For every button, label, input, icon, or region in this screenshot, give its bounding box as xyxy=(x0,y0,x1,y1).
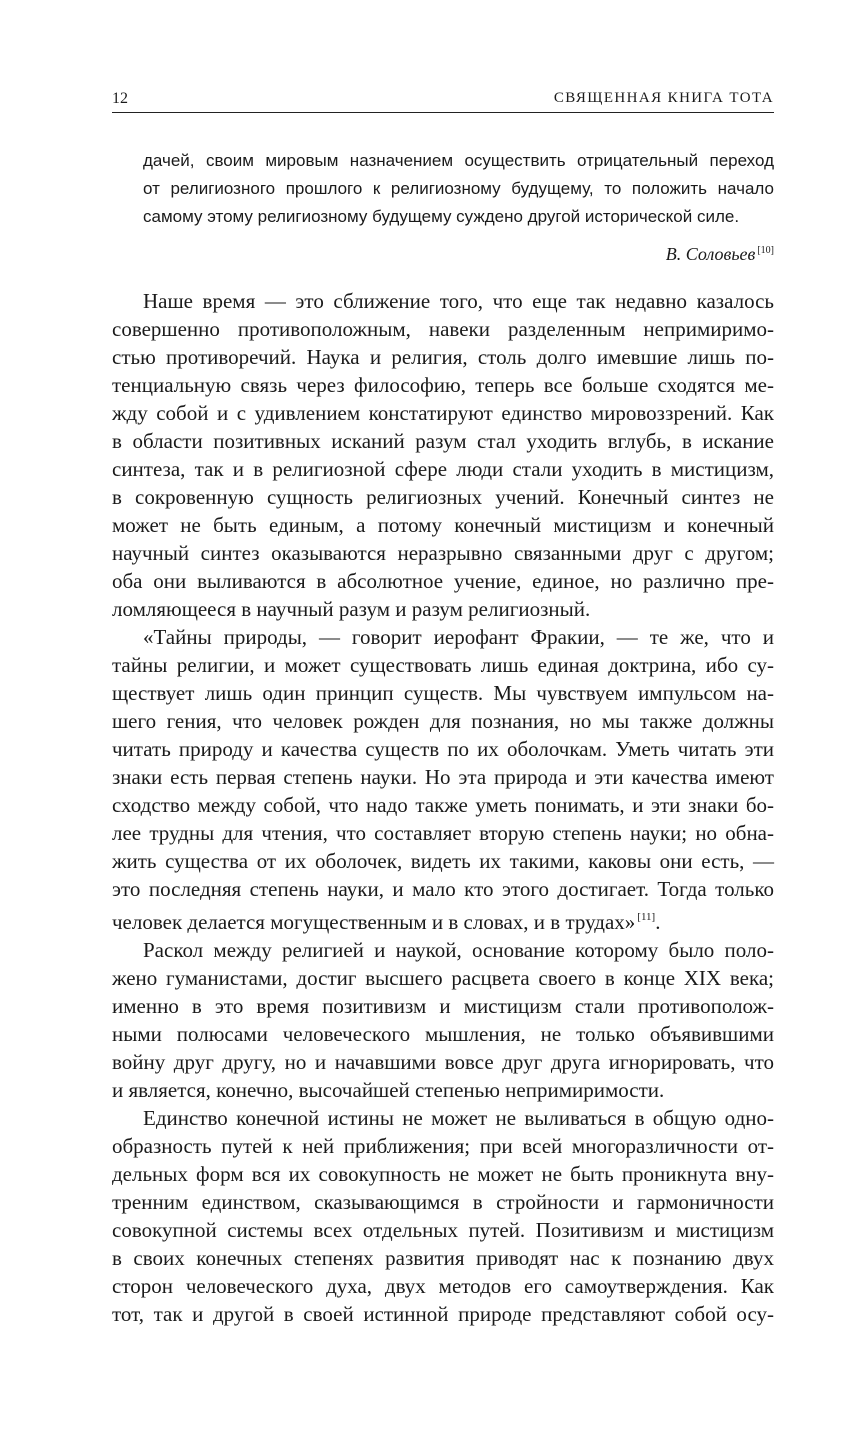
text-line: стью противоречий. Наука и религия, столь долго имевшие лишь по- xyxy=(112,345,774,369)
text-line xyxy=(112,903,774,936)
footnote-ref[interactable]: [10] xyxy=(757,245,774,256)
text-line: войну друг другу, но и начавшими вовсе друг друга игнорировать, что xyxy=(112,1050,774,1074)
text-line: сходство между собой, что надо также уметь понимать, и эти знаки бо- xyxy=(112,793,774,817)
footnote-ref[interactable]: [11] xyxy=(637,911,656,923)
text-line: Раскол между религией и наукой, основание которому было поло- xyxy=(143,938,774,962)
text-line: в сокровенную сущность религиозных учений. Конечный синтез не xyxy=(112,485,774,509)
text-line: тайны религии, и может существовать лишь единая доктрина, ибо су- xyxy=(112,653,774,677)
text-line: тот, так и другой в своей истинной природе представляют собой осу- xyxy=(112,1302,774,1326)
text-line: совокупной системы всех отдельных путей. Позитивизм и мистицизм xyxy=(112,1218,774,1242)
running-header xyxy=(112,88,774,113)
text-line: оба они выливаются в абсолютное учение, единое, но различно пре- xyxy=(112,569,774,593)
text-line: жить существа от их оболочек, видеть их такими, каковы они есть, — xyxy=(112,849,774,873)
text-line: ществует лишь один принцип существ. Мы чувствуем импульсом на- xyxy=(112,681,774,705)
text-line: это последняя степень науки, и мало кто этого достигает. Тогда только xyxy=(112,877,774,901)
quote-end-text: человек делается могущественным и в словах, и в трудах» xyxy=(112,910,636,934)
text-line: читать природу и качества существ по их оболочкам. Уметь читать эти xyxy=(112,737,774,761)
text-line: тренним единством, сказывающимся в стройности и гармоничности xyxy=(112,1190,774,1214)
text-line: научный синтез оказываются неразрывно связанными друг с другом; xyxy=(112,541,774,565)
text-line: лее трудны для чтения, что составляет вторую степень науки; но обна- xyxy=(112,821,774,845)
text-line: жду собой и с удивлением констатируют единство мировоззрений. Как xyxy=(112,401,774,425)
epigraph-line: самому этому религиозному будущему суждено другой исторической силе. xyxy=(143,207,740,226)
text-line: дельных форм вся их совокупность не может не быть проникнута вну- xyxy=(112,1162,774,1186)
text-line: жено гуманистами, достиг высшего расцвета своего в конце XIX века; xyxy=(112,966,774,990)
epigraph-author: В. Соловьев xyxy=(665,244,756,264)
text-line: может не быть единым, а потому конечный мистицизм и конечный xyxy=(112,513,774,537)
running-title: СВЯЩЕННАЯ КНИГА ТОТА xyxy=(553,90,774,106)
text-line: «Тайны природы, — говорит иерофант Фракии, — те же, что и xyxy=(143,625,774,649)
text-line: тенциальную связь через философию, теперь все больше сходятся ме- xyxy=(112,373,774,397)
text-line: в своих конечных степенях развития приводят нас к познанию двух xyxy=(112,1246,774,1270)
epigraph-line: дачей, своим мировым назначением осуществить отрицательный переход xyxy=(143,151,774,170)
text-line: в области позитивных исканий разум стал уходить вглубь, в искание xyxy=(112,429,774,453)
text-line: ломляющееся в научный разум и разум религиозный. xyxy=(112,597,591,621)
text-line: сторон человеческого духа, двух методов его самоутверждения. Как xyxy=(112,1274,774,1298)
text-line: Единство конечной истины не может не выливаться в общую одно- xyxy=(143,1106,774,1130)
text-line: совершенно противоположным, навеки разделенным непримиримо- xyxy=(112,317,774,341)
epigraph-attribution xyxy=(666,244,774,265)
text-line: синтеза, так и в религиозной сфере люди стали уходить в мистицизм, xyxy=(112,457,774,481)
text-line: Наше время — это сближение того, что еще так недавно казалось xyxy=(143,289,774,313)
text-line: и является, конечно, высочайшей степенью непримиримости. xyxy=(112,1078,665,1102)
body-text xyxy=(112,287,774,1328)
epigraph xyxy=(143,147,774,231)
text-line: ными полюсами человеческого мышления, не только объявившими xyxy=(112,1022,774,1046)
text-line: образность путей к ней приближения; при всей многоразличности от- xyxy=(112,1134,774,1158)
page-number: 12 xyxy=(112,90,128,107)
text-line: шего гения, что человек рожден для познания, но мы также должны xyxy=(112,709,774,733)
quote-end-period: . xyxy=(655,910,661,934)
text-line: знаки есть первая степень науки. Но эта природа и эти качества имеют xyxy=(112,765,774,789)
text-line: именно в это время позитивизм и мистицизм стали противополож- xyxy=(112,994,774,1018)
epigraph-line: от религиозного прошлого к религиозному будущему, то положить начало xyxy=(143,179,774,198)
